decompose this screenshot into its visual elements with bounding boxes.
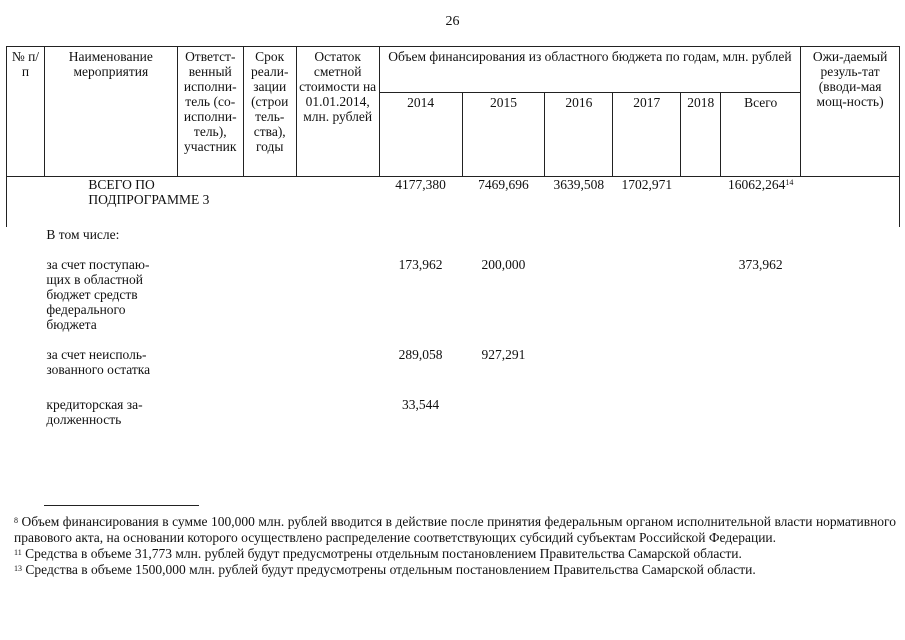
cell-2015: 7469,696 [478, 177, 529, 192]
footnote [14, 546, 896, 562]
footnote-text: Средства в объеме 1500,000 млн. рублей будут предусмотрены отдельным постановлением Правительства Самарской области. [25, 562, 756, 577]
row-name: за счет неисполь-зованного остатка [46, 346, 151, 377]
cell-2014: 4177,380 [395, 177, 446, 192]
cell-2015: 927,291 [481, 346, 526, 362]
cell-2016 [545, 257, 613, 347]
header-balance: Остаток сметной стоимости на 01.01.2014, млн. рублей [296, 47, 379, 177]
row-name: В том числе: [46, 226, 120, 242]
total-value: 16062,264 [727, 177, 786, 192]
header-responsible: Ответст-венный исполни-тель (со-исполни-тель), участник [177, 47, 243, 177]
header-year-2017: 2017 [613, 93, 681, 177]
header-name: Наименование мероприятия [44, 47, 177, 177]
header-year-2015: 2015 [462, 93, 545, 177]
cell-2017: 1702,971 [621, 177, 673, 192]
header-funding: Объем финансирования из областного бюджета по годам, млн. рублей [379, 47, 801, 93]
header-year-2018: 2018 [681, 93, 721, 177]
table-row [7, 227, 900, 257]
footnote-mark: 8 [14, 516, 18, 525]
footnote-mark: 11 [14, 548, 22, 557]
header-term: Срок реали-зации (строи тель-ства), годы [243, 47, 296, 177]
header-year-total: Всего [721, 93, 801, 177]
header-year-2016: 2016 [545, 93, 613, 177]
row-name: за счет поступаю-щих в областной бюджет средств федерального бюджета [46, 256, 150, 332]
table-row [7, 347, 900, 397]
cell-2016: 3639,508 [553, 177, 605, 192]
table-row [7, 397, 900, 431]
header-num: № п/п [7, 47, 45, 177]
table-row [7, 257, 900, 347]
funding-table [6, 46, 900, 431]
cell-2014: 33,544 [402, 396, 440, 412]
page-number: 26 [445, 14, 460, 29]
cell-2014: 289,058 [398, 346, 443, 362]
cell-2014: 173,962 [398, 256, 443, 272]
table-row [7, 177, 900, 227]
footnote [14, 562, 896, 578]
cell-2017 [613, 257, 681, 347]
header-result: Ожи-даемый резуль-тат (вводи-мая мощ-ность) [801, 47, 900, 177]
row-name: кредиторская за-долженность [46, 396, 143, 427]
row-name: ВСЕГО ПО ПОДПРОГРАММЕ 3 [88, 177, 210, 207]
footnotes [14, 514, 896, 578]
cell-total [721, 177, 801, 227]
cell-total: 373,962 [738, 256, 783, 272]
footnote-separator [44, 505, 199, 506]
footnote-mark: 13 [14, 564, 22, 573]
cell-2015: 200,000 [481, 256, 526, 272]
cell-2018 [681, 177, 721, 227]
header-year-2014: 2014 [379, 93, 462, 177]
cell-2018 [681, 257, 721, 347]
footnote [14, 514, 896, 546]
total-footnote-mark: 14 [785, 178, 794, 187]
footnote-text: Средства в объеме 31,773 млн. рублей будут предусмотрены отдельным постановлением Правительства Самарской области. [25, 546, 742, 561]
footnote-text: Объем финансирования в сумме 100,000 млн. рублей вводится в действие после принятия федеральным органом исполнительной власти нормативного правового акта, на основании которого осуществлено распределение соответствующих субсидий субъектам Российской Федерации. [14, 514, 896, 545]
